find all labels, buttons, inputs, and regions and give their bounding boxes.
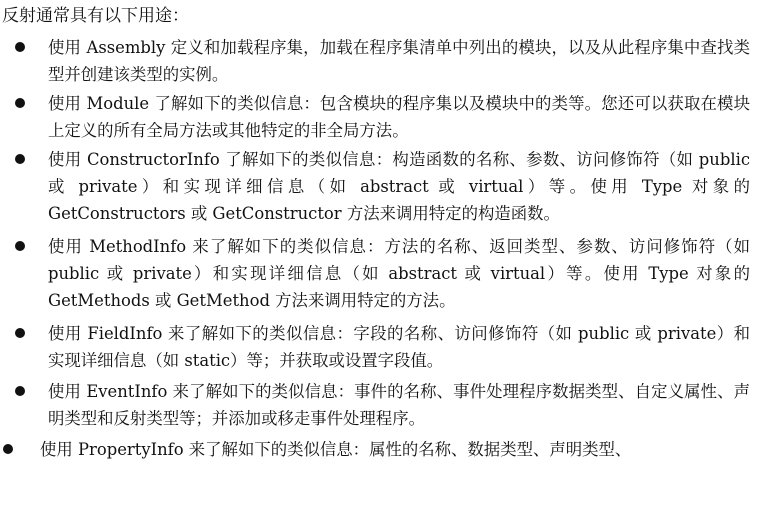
list-item-text: 使用 EventInfo 来了解如下的类似信息：事件的名称、事件处理程序数据类型、自定义属性、声明类型和反射类型等；并添加或移走事件处理程序。: [48, 382, 750, 428]
list-item-text: 使用 ConstructorInfo 了解如下的类似信息：构造函数的名称、参数、访问修饰符（如 public 或 private）和实现详细信息（如 abstract 或 virtual）等。使用 Type 对象的 GetConstructors 或 GetConstructor 方法来调用特定的构造函数。: [48, 150, 750, 223]
bullet-icon: [15, 154, 25, 164]
list-item-text: 使用 FieldInfo 来了解如下的类似信息：字段的名称、访问修饰符（如 public 或 private）和实现详细信息（如 static）等；并获取或设置字段值。: [48, 324, 750, 370]
bullet-icon: [15, 98, 25, 108]
bullet-icon: [15, 328, 25, 338]
list-item-text: 使用 Assembly 定义和加载程序集，加载在程序集清单中列出的模块，以及从此程序集中查找类型并创建该类型的实例。: [48, 38, 750, 84]
list-item-text: 使用 Module 了解如下的类似信息：包含模块的程序集以及模块中的类等。您还可以获取在模块上定义的所有全局方法或其他特定的非全局方法。: [48, 94, 750, 140]
bullet-icon: [15, 42, 25, 52]
intro-heading: 反射通常具有以下用途：: [2, 6, 189, 26]
bullet-icon: [15, 241, 25, 251]
bullet-icon: [3, 444, 13, 454]
list-item-text: 使用 PropertyInfo 来了解如下的类似信息：属性的名称、数据类型、声明类型、: [40, 440, 632, 459]
bullet-icon: [15, 386, 25, 396]
list-item-text: 使用 MethodInfo 来了解如下的类似信息：方法的名称、返回类型、参数、访问修饰符（如 public 或 private）和实现详细信息（如 abstract 或 virtual）等。使用 Type 对象的 GetMethods 或 GetMethod 方法来调用特定的方法。: [48, 237, 750, 310]
